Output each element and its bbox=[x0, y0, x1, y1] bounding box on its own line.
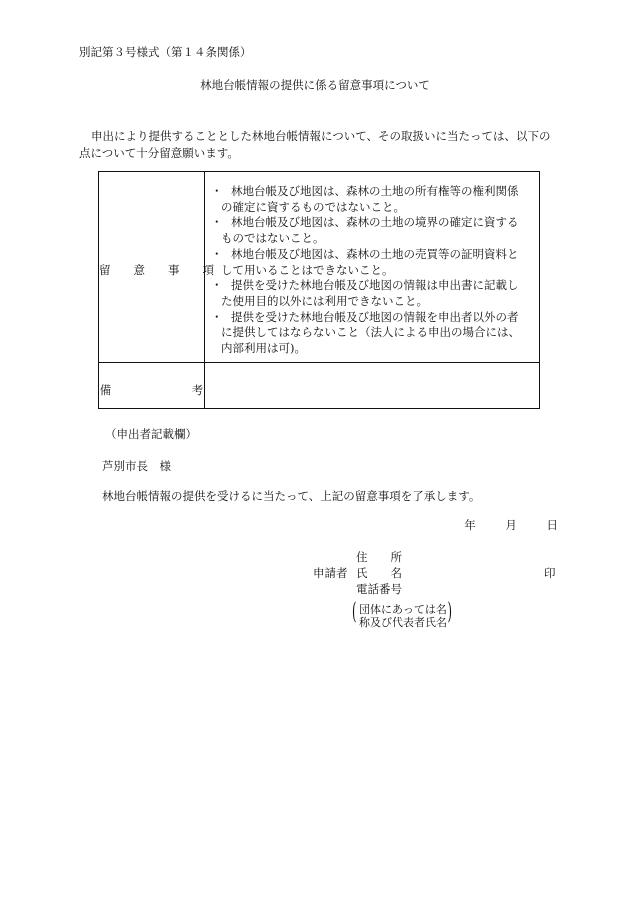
note-text: 提供を受けた林地台帳及び地図の情報を申出者以外の者 に提供してはならないこと（法人による申出の場合には、 内部利用は可)。 bbox=[221, 309, 520, 356]
phone-label: 電話番号 bbox=[356, 582, 402, 596]
intro-paragraph bbox=[79, 128, 559, 162]
intro-line-1: 申出により提供することとした林地台帳情報について、その取扱いに当たっては、以下の bbox=[91, 129, 551, 143]
seal-mark: 印 bbox=[544, 566, 556, 580]
bullet-mark: ・ bbox=[211, 309, 223, 324]
note-text: 林地台帳及び地図は、森林の土地の境界の確定に資する ものではないこと。 bbox=[221, 215, 519, 246]
applicant-label: 申請者 bbox=[313, 566, 348, 580]
notice-table bbox=[98, 171, 540, 409]
addressee: 芦別市長 様 bbox=[102, 459, 171, 473]
note-item bbox=[211, 215, 533, 246]
note-item bbox=[211, 184, 533, 215]
address-label: 住 所 bbox=[356, 550, 402, 564]
bracket-left: ( bbox=[352, 599, 357, 625]
table-row-divider bbox=[99, 362, 539, 363]
note-item bbox=[211, 310, 533, 357]
bullet-mark: ・ bbox=[211, 246, 223, 261]
note-item bbox=[211, 247, 533, 278]
notes-label: 留 意 事 項 bbox=[99, 263, 214, 277]
note-item bbox=[211, 278, 533, 309]
organization-note bbox=[352, 601, 452, 629]
note-text: 林地台帳及び地図は、森林の土地の所有権等の権利関係 の確定に資するものではないこと。 bbox=[221, 184, 519, 214]
date-line bbox=[448, 520, 558, 532]
note-text: 提供を受けた林地台帳及び地図の情報は申出書に記載し た使用目的以外には利用できないこと。 bbox=[221, 278, 519, 308]
bullet-mark: ・ bbox=[211, 278, 223, 293]
bracket-right: ) bbox=[447, 599, 452, 625]
org-note-line-2: 称及び代表者氏名 bbox=[359, 616, 447, 629]
remarks-label: 備 考 bbox=[99, 383, 204, 397]
applicant-section-label: （申出者記載欄） bbox=[105, 427, 197, 441]
form-number: 別記第３号様式（第１４条関係） bbox=[79, 45, 252, 59]
acknowledgement-statement: 林地台帳情報の提供を受けるに当たって、上記の留意事項を了承します。 bbox=[102, 489, 481, 503]
intro-line-2: 点について十分留意願います。 bbox=[79, 146, 239, 160]
name-label: 氏 名 bbox=[356, 566, 402, 580]
notes-list bbox=[211, 184, 533, 357]
date-year-label: 年 bbox=[464, 518, 476, 532]
notes-header-cell bbox=[99, 262, 214, 278]
bullet-mark: ・ bbox=[211, 184, 223, 198]
bullet-mark: ・ bbox=[211, 215, 223, 230]
date-day-label: 日 bbox=[546, 518, 558, 532]
table-column-divider bbox=[204, 172, 205, 408]
note-text: 林地台帳及び地図は、森林の土地の売買等の証明資料と して用いることはできないこと。 bbox=[221, 246, 519, 277]
document-title: 林地台帳情報の提供に係る留意事項について bbox=[200, 78, 430, 92]
date-month-label: 月 bbox=[505, 518, 517, 532]
remarks-header-cell bbox=[99, 382, 204, 398]
org-note-line-1: 団体にあっては名 bbox=[359, 603, 447, 616]
